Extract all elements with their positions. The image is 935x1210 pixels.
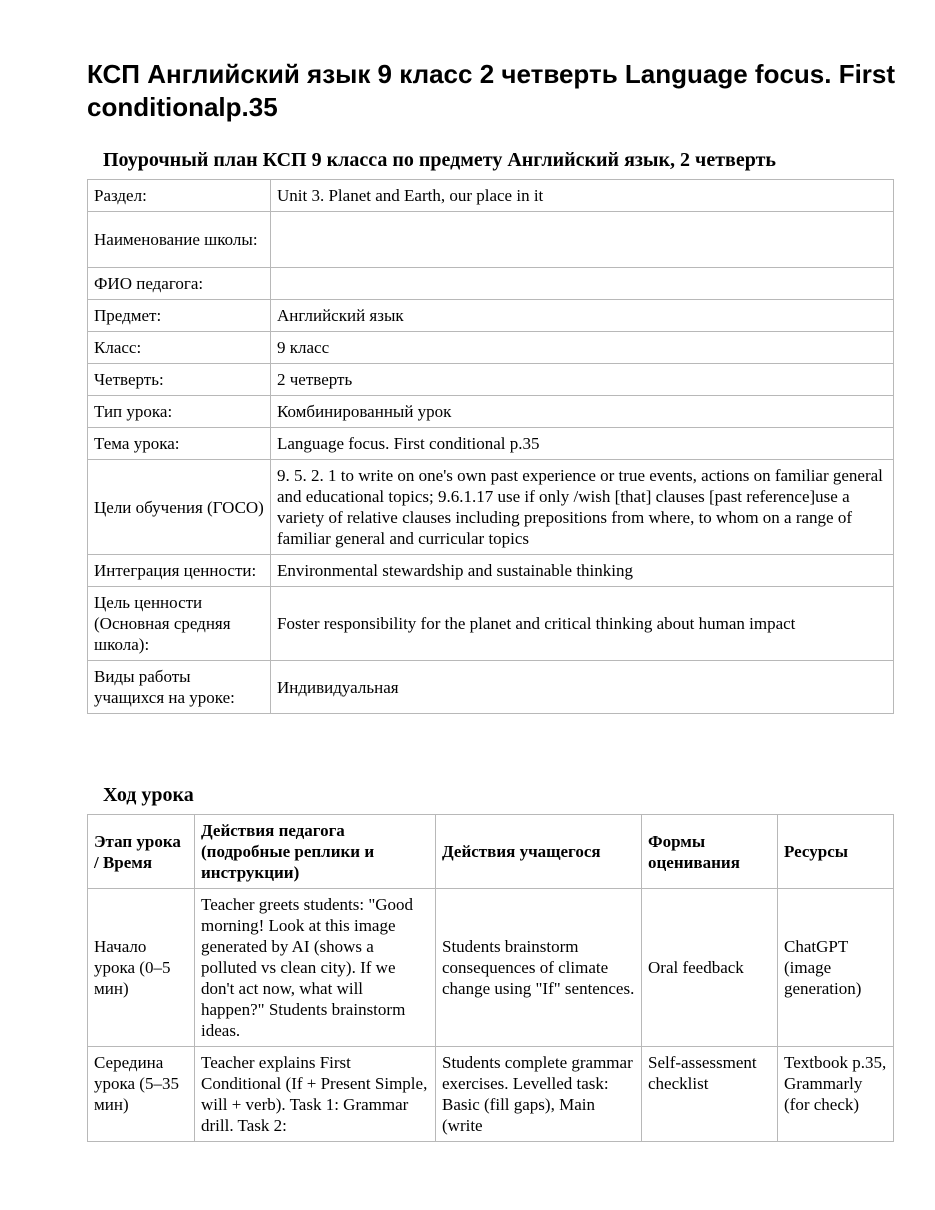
info-row-section (88, 180, 894, 212)
info-row-school (88, 212, 894, 268)
column-header-student-actions: Действия учащегося (436, 815, 642, 889)
column-header-assessment: Формы оценивания (642, 815, 778, 889)
lesson-resources: Textbook p.35, Grammarly (for check) (778, 1047, 894, 1142)
info-value: Английский язык (271, 300, 894, 332)
column-header-resources: Ресурсы (778, 815, 894, 889)
info-row-lesson-topic (88, 428, 894, 460)
info-value: 2 четверть (271, 364, 894, 396)
info-row-value-goal (88, 587, 894, 661)
info-value: 9 класс (271, 332, 894, 364)
info-value: Foster responsibility for the planet and critical thinking about human impact (271, 587, 894, 661)
assessment-form: Self-assessment checklist (642, 1047, 778, 1142)
info-label: Тема урока: (88, 428, 271, 460)
info-value: Language focus. First conditional p.35 (271, 428, 894, 460)
info-label: Цели обучения (ГОСО) (88, 460, 271, 555)
info-label: Наименование школы: (88, 212, 271, 268)
lesson-header-row (88, 815, 894, 889)
assessment-form: Oral feedback (642, 889, 778, 1047)
plan-heading: Поурочный план КСП 9 класса по предмету Английский язык, 2 четверть (103, 149, 776, 171)
info-value (271, 212, 894, 268)
info-row-quarter (88, 364, 894, 396)
info-row-work-types (88, 661, 894, 714)
info-row-grade (88, 332, 894, 364)
info-label: Цель ценности (Основная средняя школа): (88, 587, 271, 661)
lesson-row-middle (88, 1047, 894, 1142)
lesson-stage: Середина урока (5–35 мин) (88, 1047, 195, 1142)
info-row-learning-objectives (88, 460, 894, 555)
info-label: Раздел: (88, 180, 271, 212)
info-value: Индивидуальная (271, 661, 894, 714)
info-label: ФИО педагога: (88, 268, 271, 300)
info-row-lesson-type (88, 396, 894, 428)
info-row-teacher (88, 268, 894, 300)
lesson-resources: ChatGPT (image generation) (778, 889, 894, 1047)
student-actions: Students complete grammar exercises. Levelled task: Basic (fill gaps), Main (write (436, 1047, 642, 1142)
teacher-actions: Teacher explains First Conditional (If + Present Simple, will + verb). Task 1: Grammar drill. Task 2: (195, 1047, 436, 1142)
lesson-stage: Начало урока (0–5 мин) (88, 889, 195, 1047)
student-actions: Students brainstorm consequences of climate change using "If" sentences. (436, 889, 642, 1047)
info-label: Предмет: (88, 300, 271, 332)
info-label: Виды работы учащихся на уроке: (88, 661, 271, 714)
document-title: КСП Английский язык 9 класс 2 четверть Language focus. First conditionalp.35 (87, 59, 896, 122)
teacher-actions: Teacher greets students: "Good morning! Look at this image generated by AI (shows a polluted vs clean city). If we don't act now, what will happen?" Students brainstorm ideas. (195, 889, 436, 1047)
info-value (271, 268, 894, 300)
lesson-plan-info-table (87, 179, 894, 714)
info-row-value-integration (88, 555, 894, 587)
info-value: Комбинированный урок (271, 396, 894, 428)
column-header-teacher-actions: Действия педагога (подробные реплики и инструкции) (195, 815, 436, 889)
info-value: Unit 3. Planet and Earth, our place in it (271, 180, 894, 212)
info-label: Тип урока: (88, 396, 271, 428)
lesson-row-beginning (88, 889, 894, 1047)
info-row-subject (88, 300, 894, 332)
info-label: Четверть: (88, 364, 271, 396)
lesson-flow-heading: Ход урока (103, 784, 194, 806)
info-value: 9. 5. 2. 1 to write on one's own past experience or true events, actions on familiar general and educational topics; 9.6.1.17 use if only /wish [that] clauses [past reference]use a variety of relative clauses including prepositions from where, to whom on a range of familiar general and curricular topics (271, 460, 894, 555)
info-label: Класс: (88, 332, 271, 364)
info-value: Environmental stewardship and sustainable thinking (271, 555, 894, 587)
lesson-flow-table (87, 814, 894, 1142)
column-header-stage: Этап урока / Время (88, 815, 195, 889)
info-label: Интеграция ценности: (88, 555, 271, 587)
